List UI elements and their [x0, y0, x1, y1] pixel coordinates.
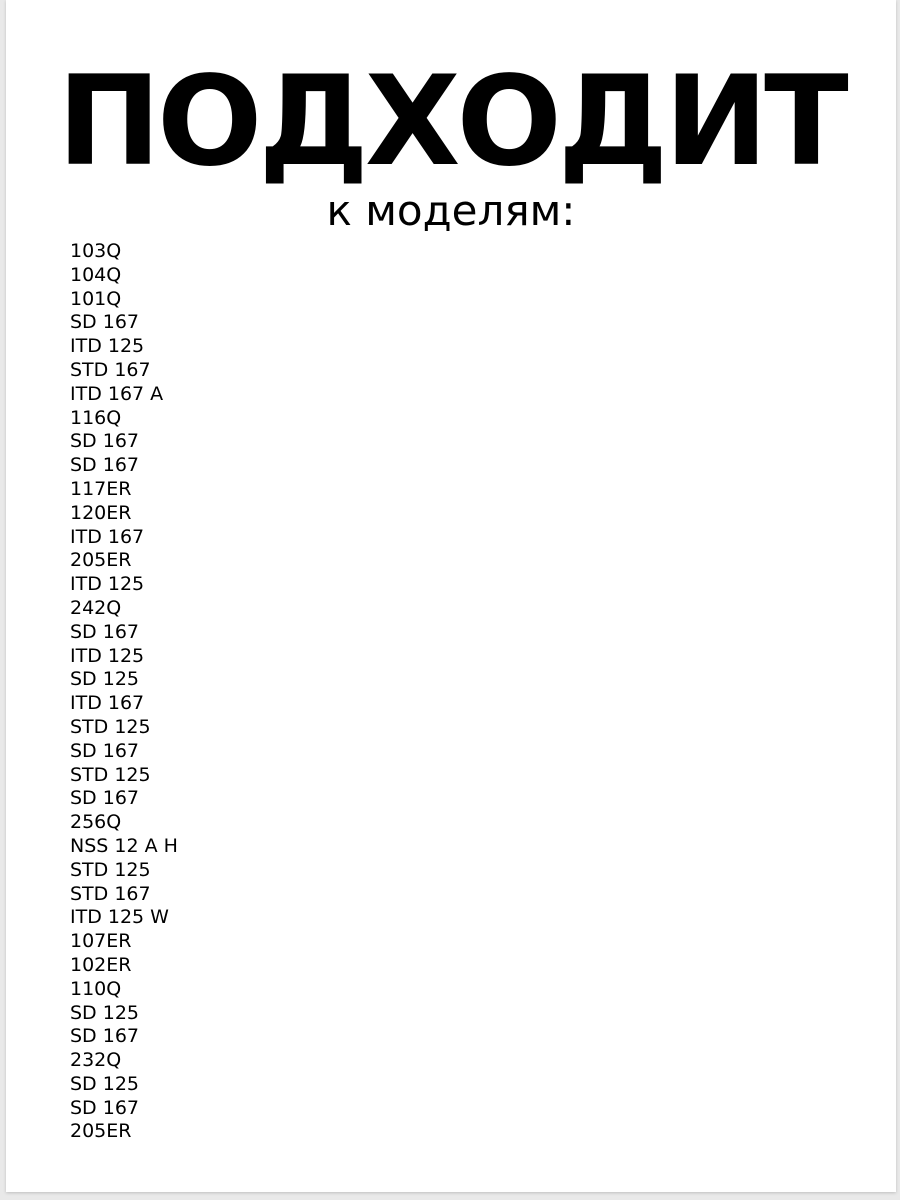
list-item: STD 125 [70, 858, 151, 881]
list-item: 104Q [70, 263, 122, 286]
list-item: ITD 125 W [70, 906, 169, 929]
page-subtitle: к моделям: [326, 186, 576, 235]
list-item: ITD 167 [70, 525, 145, 548]
list-item: ITD 125 [70, 573, 145, 596]
list-item: SD 125 [70, 1072, 139, 1095]
list-item: 232Q [70, 1049, 122, 1072]
list-item: NSS 12 A H [70, 834, 178, 857]
list-item: ITD 167 [70, 692, 145, 715]
list-item: 101Q [70, 287, 122, 310]
list-item: SD 167 [70, 1025, 139, 1048]
list-item: 102ER [70, 953, 132, 976]
list-item: 256Q [70, 811, 122, 834]
list-item: 116Q [70, 406, 122, 429]
list-item: STD 167 [70, 358, 151, 381]
list-item: SD 167 [70, 430, 139, 453]
list-item: SD 167 [70, 454, 139, 477]
list-item: ITD 125 [70, 335, 145, 358]
page-title: ПОДХОДИТ [57, 50, 845, 194]
list-item: STD 167 [70, 882, 151, 905]
list-item: SD 167 [70, 787, 139, 810]
list-item: SD 167 [70, 620, 139, 643]
list-item: 205ER [70, 549, 132, 572]
list-item: SD 125 [70, 1001, 139, 1024]
document-page [6, 0, 896, 1192]
list-item: 120ER [70, 501, 132, 524]
list-item: STD 125 [70, 763, 151, 786]
list-item: SD 125 [70, 668, 139, 691]
list-item: 117ER [70, 477, 132, 500]
list-item: SD 167 [70, 739, 139, 762]
list-item: 110Q [70, 977, 122, 1000]
list-item: 103Q [70, 240, 122, 262]
list-item: SD 167 [70, 311, 139, 334]
list-item: 242Q [70, 596, 122, 619]
list-item: 107ER [70, 930, 132, 953]
list-item: ITD 125 [70, 644, 145, 667]
list-item: STD 125 [70, 715, 151, 738]
list-item: ITD 167 A [70, 382, 164, 405]
list-item: 205ER [70, 1120, 132, 1143]
list-item: SD 167 [70, 1096, 139, 1119]
model-list [70, 240, 178, 1144]
